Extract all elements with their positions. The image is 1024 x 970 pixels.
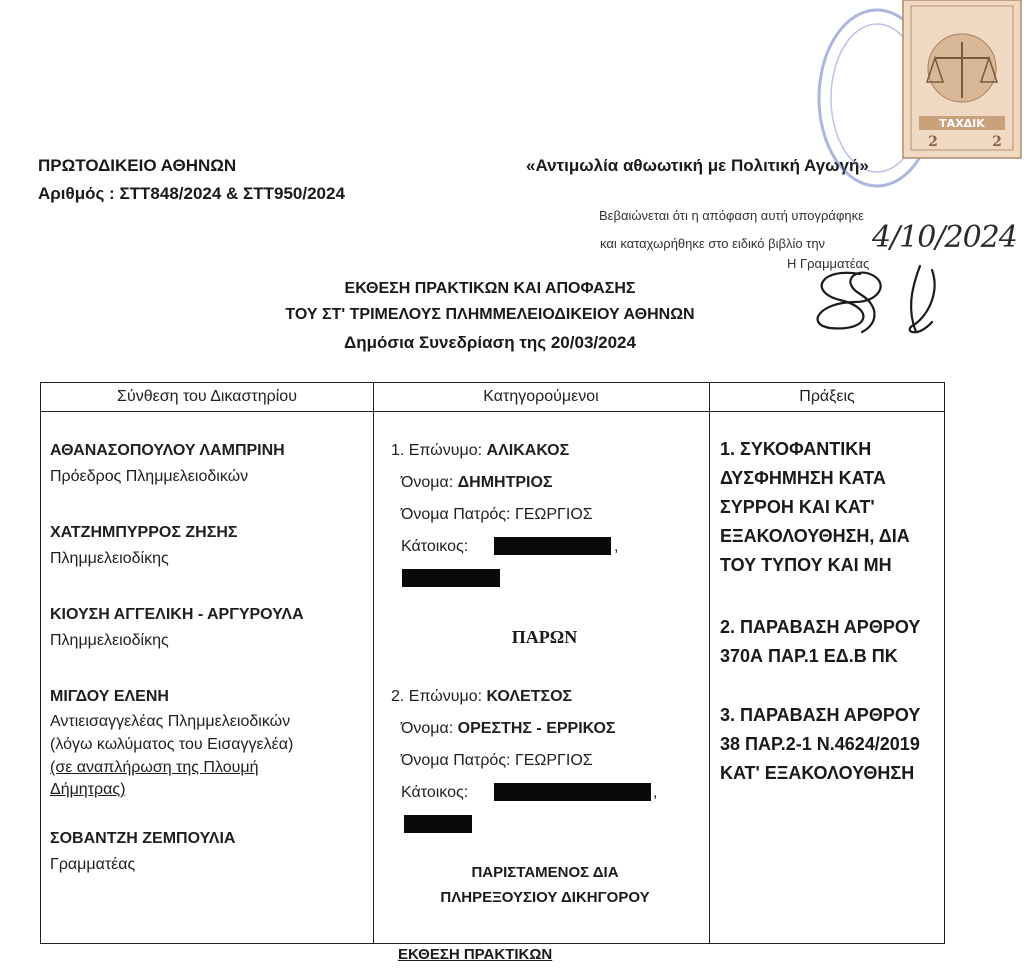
certification-line-1: Βεβαιώνεται ότι η απόφαση αυτή υπογράφηκε bbox=[599, 208, 864, 223]
field-label: 2. Επώνυμο: bbox=[391, 688, 487, 705]
defendant-status-represented bbox=[395, 860, 695, 910]
charge-line: 3. ΠΑΡΑΒΑΣΗ ΑΡΘΡΟΥ bbox=[720, 705, 921, 725]
column-header-defendants: Κατηγορούμενοι bbox=[483, 388, 599, 405]
charge-line: ΣΥΡΡΟΗ ΚΑΙ ΚΑΤ' bbox=[720, 497, 875, 517]
stamp-value-right: 2 bbox=[992, 134, 1002, 150]
defendant-residence bbox=[401, 781, 468, 805]
field-label: Όνομα: bbox=[401, 474, 458, 491]
field-label: Κάτοικος: bbox=[401, 538, 469, 555]
member-name: ΚΙΟΥΣΗ ΑΓΓΕΛΙΚΗ - ΑΡΓΥΡΟΥΛΑ bbox=[50, 606, 304, 623]
session-date-title: Δημόσια Συνεδρίαση της 20/03/2024 bbox=[344, 333, 636, 352]
member-role-note: (λόγω κωλύματος του Εισαγγελέα) bbox=[50, 736, 294, 753]
member-role: Πλημμελειοδίκης bbox=[50, 632, 169, 649]
charge-line: ΚΑΤ' ΕΞΑΚΟΛΟΥΘΗΣΗ bbox=[720, 763, 915, 783]
field-label: Όνομα: bbox=[401, 720, 458, 737]
charge-item bbox=[720, 613, 940, 671]
member-role: Πλημμελειοδίκης bbox=[50, 550, 169, 567]
charge-line: 370Α ΠΑΡ.1 ΕΔ.Β ΠΚ bbox=[720, 646, 898, 666]
certification-date: 4/10/2024 bbox=[872, 220, 1017, 255]
substitution-note: Δήμητρας) bbox=[50, 781, 126, 798]
charge-line: ΔΥΣΦΗΜΗΣΗ ΚΑΤΑ bbox=[720, 468, 886, 488]
column-header-composition: Σύνθεση του Δικαστηρίου bbox=[117, 388, 297, 405]
field-label: 1. Επώνυμο: bbox=[391, 442, 487, 459]
field-value: ΓΕΩΡΓΙΟΣ bbox=[514, 752, 593, 769]
court-composition-table bbox=[40, 382, 945, 944]
member-role: Γραμματέας bbox=[50, 856, 136, 873]
charge-line: ΕΞΑΚΟΛΟΥΘΗΣΗ, ΔΙΑ bbox=[720, 526, 910, 546]
handwritten-signatures bbox=[800, 262, 970, 347]
case-type: «Αντιμωλία αθωωτική με Πολιτική Αγωγή» bbox=[526, 156, 869, 175]
field-value: ΓΕΩΡΓΙΟΣ bbox=[514, 506, 593, 523]
comma: , bbox=[614, 538, 619, 555]
charge-line: 1. ΣΥΚΟΦΑΝΤΙΚΗ bbox=[720, 439, 872, 459]
charge-line: 38 ΠΑΡ.2-1 Ν.4624/2019 bbox=[720, 734, 920, 754]
status-line: ΠΛΗΡΕΞΟΥΣΙΟΥ ΔΙΚΗΓΟΡΟΥ bbox=[440, 889, 650, 906]
redaction-bar bbox=[494, 783, 651, 801]
charge-item bbox=[720, 435, 940, 580]
defendant-father-name bbox=[401, 503, 593, 527]
charge-line: 2. ΠΑΡΑΒΑΣΗ ΑΡΘΡΟΥ bbox=[720, 617, 921, 637]
case-number: Αριθμός : ΣΤΤ848/2024 & ΣΤΤ950/2024 bbox=[38, 184, 345, 203]
field-label: Κάτοικος: bbox=[401, 784, 469, 801]
redaction-bar bbox=[494, 537, 611, 555]
comma: , bbox=[653, 784, 658, 801]
court-name: ΠΡΩΤΟΔΙΚΕΙΟ ΑΘΗΝΩΝ bbox=[38, 156, 237, 175]
member-name: ΧΑΤΖΗΜΠΥΡΡΟΣ ΖΗΣΗΣ bbox=[50, 524, 238, 541]
member-role: Αντιεισαγγελέας Πλημμελειοδικών bbox=[50, 713, 291, 730]
member-name: ΣΟΒΑΝΤΖΗ ΖΕΜΠΟΥΛΙΑ bbox=[50, 830, 236, 847]
defendant-father-name bbox=[401, 749, 593, 773]
field-label: Όνομα Πατρός: bbox=[401, 752, 515, 769]
stamp-label: ΤΑΧΔΙΚ bbox=[939, 117, 985, 130]
defendant-surname bbox=[391, 439, 569, 463]
field-value: ΔΗΜΗΤΡΙΟΣ bbox=[457, 474, 553, 491]
fiscal-stamp bbox=[815, 0, 1024, 205]
header-row-divider bbox=[41, 411, 944, 412]
defendant-status-present: ΠΑΡΩΝ bbox=[511, 627, 578, 647]
substitution-note: (σε αναπλήρωση της Πλουμή bbox=[50, 759, 259, 776]
field-value: ΑΛΙΚΑΚΟΣ bbox=[486, 442, 570, 459]
defendant-residence bbox=[401, 535, 468, 559]
defendant-firstname bbox=[401, 717, 616, 741]
status-line: ΠΑΡΙΣΤΑΜΕΝΟΣ ΔΙΑ bbox=[471, 864, 619, 881]
redaction-bar bbox=[402, 569, 500, 587]
field-value: ΚΟΛΕΤΣΟΣ bbox=[486, 688, 573, 705]
certification-signer: Η Γραμματέας bbox=[787, 256, 870, 271]
member-name: ΑΘΑΝΑΣΟΠΟΥΛΟΥ ΛΑΜΠΡΙΝΗ bbox=[50, 442, 285, 459]
stamp-value-left: 2 bbox=[928, 134, 938, 150]
court-section-title: ΤΟΥ ΣΤ' ΤΡΙΜΕΛΟΥΣ ΠΛΗΜΜΕΛΕΙΟΔΙΚΕΙΟΥ ΑΘΗΝΩΝ bbox=[285, 306, 695, 323]
member-name: ΜΙΓΔΟΥ ΕΛΕΝΗ bbox=[50, 688, 169, 705]
redaction-bar bbox=[404, 815, 472, 833]
charge-line: ΤΟΥ ΤΥΠΟΥ ΚΑΙ ΜΗ bbox=[720, 555, 892, 575]
field-label: Όνομα Πατρός: bbox=[401, 506, 515, 523]
charge-item bbox=[720, 701, 940, 788]
defendant-surname bbox=[391, 685, 572, 709]
column-header-charges: Πράξεις bbox=[799, 388, 855, 405]
document-title: ΕΚΘΕΣΗ ΠΡΑΚΤΙΚΩΝ ΚΑΙ ΑΠΟΦΑΣΗΣ bbox=[344, 280, 636, 297]
column-divider bbox=[709, 383, 710, 943]
proceedings-section-title: ΕΚΘΕΣΗ ΠΡΑΚΤΙΚΩΝ bbox=[398, 946, 553, 963]
certification-line-2: και καταχωρήθηκε στο ειδικό βιβλίο την bbox=[600, 236, 826, 251]
defendant-firstname bbox=[401, 471, 553, 495]
member-role: Πρόεδρος Πλημμελειοδικών bbox=[50, 468, 249, 485]
field-value: ΟΡΕΣΤΗΣ - ΕΡΡΙΚΟΣ bbox=[457, 720, 616, 737]
column-divider bbox=[373, 383, 374, 943]
